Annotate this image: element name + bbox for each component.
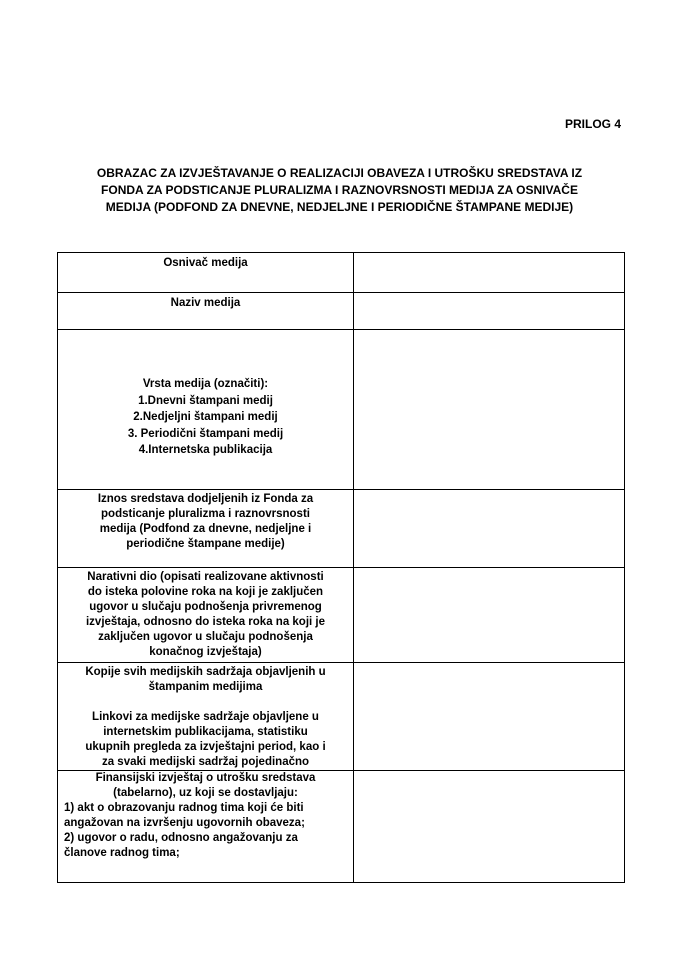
row-copies-links [58,663,625,771]
narrative-value-cell[interactable] [354,568,625,663]
narrative-text-line: konačnog izvještaja) [149,646,262,658]
media-type-label-cell [58,330,354,490]
funds-value-cell[interactable] [354,490,625,568]
narrative-text-line: zaključen ugovor u slučaju podnošenja [98,631,313,643]
document-title [50,165,629,216]
media-name-value-cell[interactable] [354,293,625,330]
financial-text-line: (tabelarno), uz koji se dostavljaju: [113,787,298,799]
annex-label: PRILOG 4 [564,117,621,131]
copies-links-value-cell[interactable] [354,663,625,771]
funds-text-line: periodične štampane medije) [126,538,285,550]
financial-text-line: članove radnog tima; [64,847,180,859]
founder-label-cell [58,253,354,293]
narrative-text-line: izvještaja, odnosno do isteka roka na koji je [85,616,326,628]
copies-links-label-cell [58,663,354,771]
row-media-name [58,293,625,330]
financial-text-line: 2) ugovor o radu, odnosno angažovanju za [64,832,298,844]
row-narrative [58,568,625,663]
media-type-option[interactable]: 2.Nedjeljni štampani medij [133,411,278,423]
founder-value-cell[interactable] [354,253,625,293]
row-media-type [58,330,625,490]
founder-label: Osnivač medija [163,257,248,269]
media-name-label-cell [58,293,354,330]
funds-text-line: medija (Podfond za dnevne, nedjeljne i [99,523,312,535]
copies-text-line: štampanim medijima [148,681,263,693]
row-financial [58,771,625,883]
links-text-line: ukupnih pregleda za izvještajni period, kao i [85,741,326,753]
narrative-text-line: do isteka polovine roka na koji je zaključen [87,586,324,598]
row-funds [58,490,625,568]
media-name-label: Naziv medija [170,297,241,309]
media-type-option[interactable]: 4.Internetska publikacija [138,444,273,456]
narrative-text-line: Narativni dio (opisati realizovane aktivnosti [87,571,324,583]
title-line: FONDA ZA PODSTICANJE PLURALIZMA I RAZNOVRSNOSTI MEDIJA ZA OSNIVAČE [101,183,578,197]
media-type-option[interactable]: 1.Dnevni štampani medij [138,394,273,407]
financial-text-line: 1) akt o obrazovanju radnog tima koji će biti [64,802,304,814]
row-founder [58,253,625,293]
narrative-text-line: ugovor u slučaju podnošenja privremenog [89,601,322,613]
media-type-option[interactable]: 3. Periodični štampani medij [127,427,284,440]
narrative-label-cell [58,568,354,663]
media-type-label: Vrsta medija (označiti): [142,378,269,390]
financial-text-line: Finansijski izvještaj o utrošku sredstava [95,772,316,784]
funds-text-line: podsticanje pluralizma i raznovrsnosti [101,508,310,520]
title-line: MEDIJA (PODFOND ZA DNEVNE, NEDJELJNE I PERIODIČNE ŠTAMPANE MEDIJE) [105,200,574,214]
title-line: OBRAZAC ZA IZVJEŠTAVANJE O REALIZACIJI OBAVEZA I UTROŠKU SREDSTAVA IZ [96,166,583,180]
financial-label-cell [58,771,354,883]
copies-text-line: Kopije svih medijskih sadržaja objavljenih u [85,666,326,678]
financial-value-cell[interactable] [354,771,625,883]
links-text-line: za svaki medijski sadržaj pojedinačno [101,756,310,768]
funds-label-cell [58,490,354,568]
report-form-table [57,252,625,883]
links-text-line: internetskim publikacijama, statistiku [103,726,308,738]
links-text-line: Linkovi za medijske sadržaje objavljene u [92,711,319,723]
funds-text-line: Iznos sredstava dodjeljenih iz Fonda za [97,493,314,505]
financial-text-line: angažovan na izvršenju ugovornih obaveza; [64,817,305,829]
media-type-value-cell[interactable] [354,330,625,490]
